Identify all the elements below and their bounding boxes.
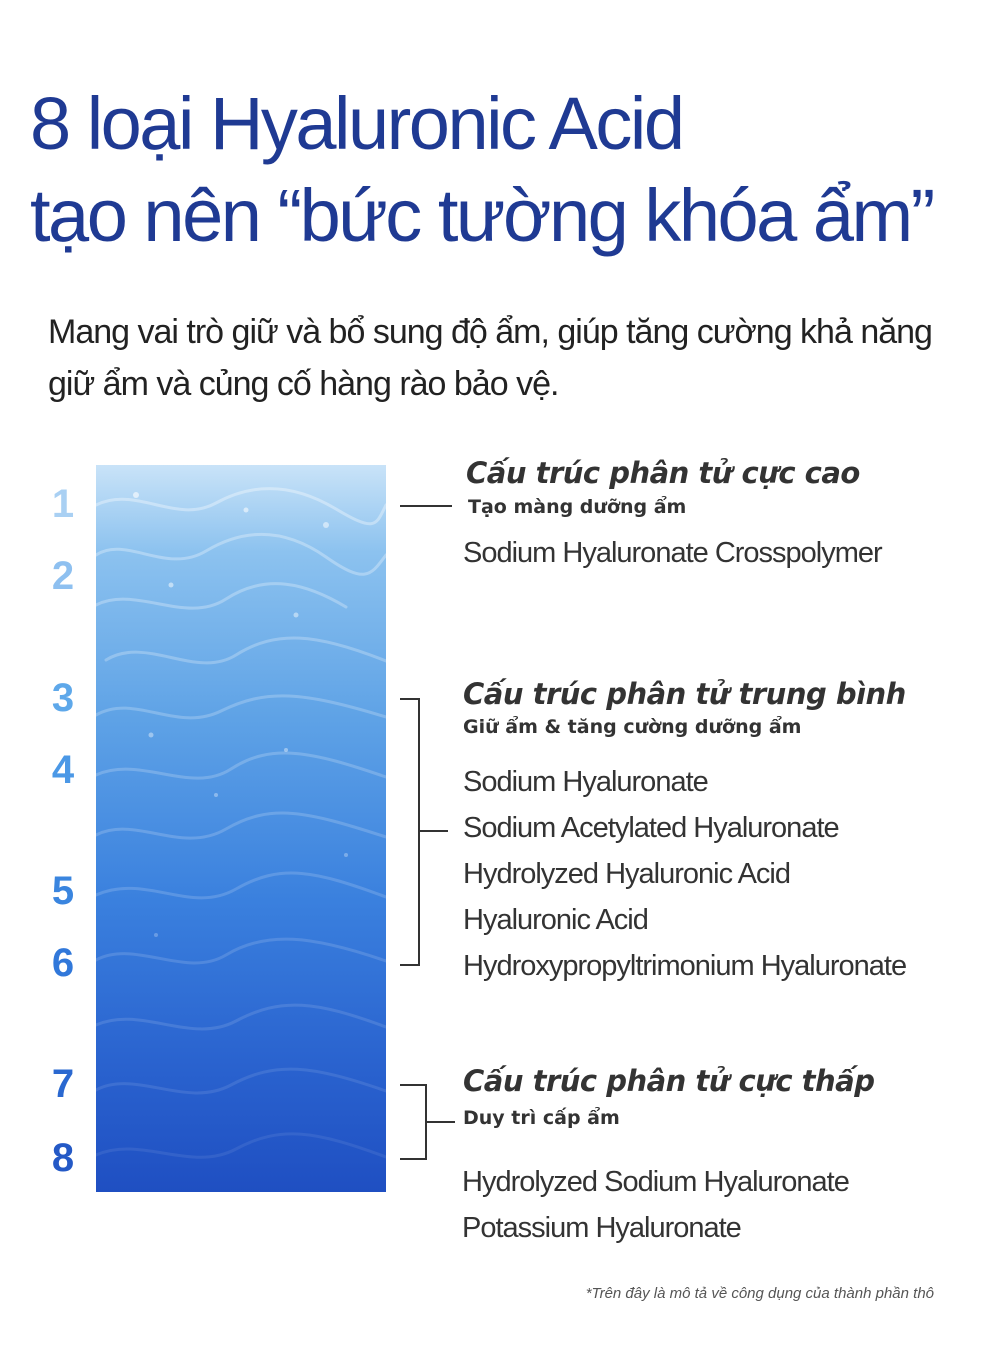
number-8: 8 <box>51 1136 75 1180</box>
ingredient-item: Potassium Hyaluronate <box>462 1212 741 1244</box>
group-title-low: Cấu trúc phân tử cực thấp <box>463 1064 875 1098</box>
ingredient-item: Hyaluronic Acid <box>463 904 648 936</box>
number-7: 7 <box>51 1062 75 1106</box>
connector-line-high <box>400 505 452 507</box>
ingredient-item: Hydrolyzed Sodium Hyaluronate <box>462 1166 849 1198</box>
ingredient-item: Hydrolyzed Hyaluronic Acid <box>463 858 790 890</box>
page-subtitle-line-1: Mang vai trò giữ và bổ sung độ ẩm, giúp tăng cường khả năng <box>48 313 932 351</box>
ingredient-item: Sodium Hyaluronate <box>463 766 708 798</box>
footnote: *Trên đây là mô tả về công dụng của thành phần thô <box>585 1285 934 1302</box>
page-title <box>30 78 933 262</box>
ingredient-item: Sodium Acetylated Hyaluronate <box>463 812 839 844</box>
bracket-low <box>400 1084 427 1160</box>
group-subtitle-low: Duy trì cấp ẩm <box>463 1107 620 1129</box>
group-subtitle-medium: Giữ ẩm & tăng cường dưỡng ẩm <box>463 716 802 738</box>
page-title-line-2: tạo nên “bức tường khóa ẩm” <box>30 174 933 257</box>
number-4: 4 <box>51 748 75 792</box>
page-subtitle-line-2: giữ ẩm và củng cố hàng rào bảo vệ. <box>48 365 559 403</box>
number-6: 6 <box>51 941 75 985</box>
ingredient-item: Hydroxypropyltrimonium Hyaluronate <box>463 950 907 982</box>
page-subtitle <box>48 306 932 410</box>
ingredient-list-medium <box>463 759 906 989</box>
group-subtitle-high: Tạo màng dưỡng ẩm <box>468 496 687 518</box>
number-3: 3 <box>51 676 75 720</box>
page-title-line-1: 8 loại Hyaluronic Acid <box>30 82 683 165</box>
water-ripple-pattern <box>96 465 386 1192</box>
ingredient-item: Sodium Hyaluronate Crosspolymer <box>463 537 882 569</box>
group-title-medium: Cấu trúc phân tử trung bình <box>463 677 906 711</box>
connector-line-medium <box>420 830 448 832</box>
number-1: 1 <box>51 482 75 526</box>
number-5: 5 <box>51 869 75 913</box>
connector-line-low <box>427 1121 455 1123</box>
water-texture-image <box>96 465 386 1192</box>
bracket-medium <box>400 698 420 966</box>
number-2: 2 <box>51 554 75 598</box>
ingredient-list-high <box>463 530 882 576</box>
group-title-high: Cấu trúc phân tử cực cao <box>466 456 860 490</box>
ingredient-list-low <box>462 1159 849 1251</box>
